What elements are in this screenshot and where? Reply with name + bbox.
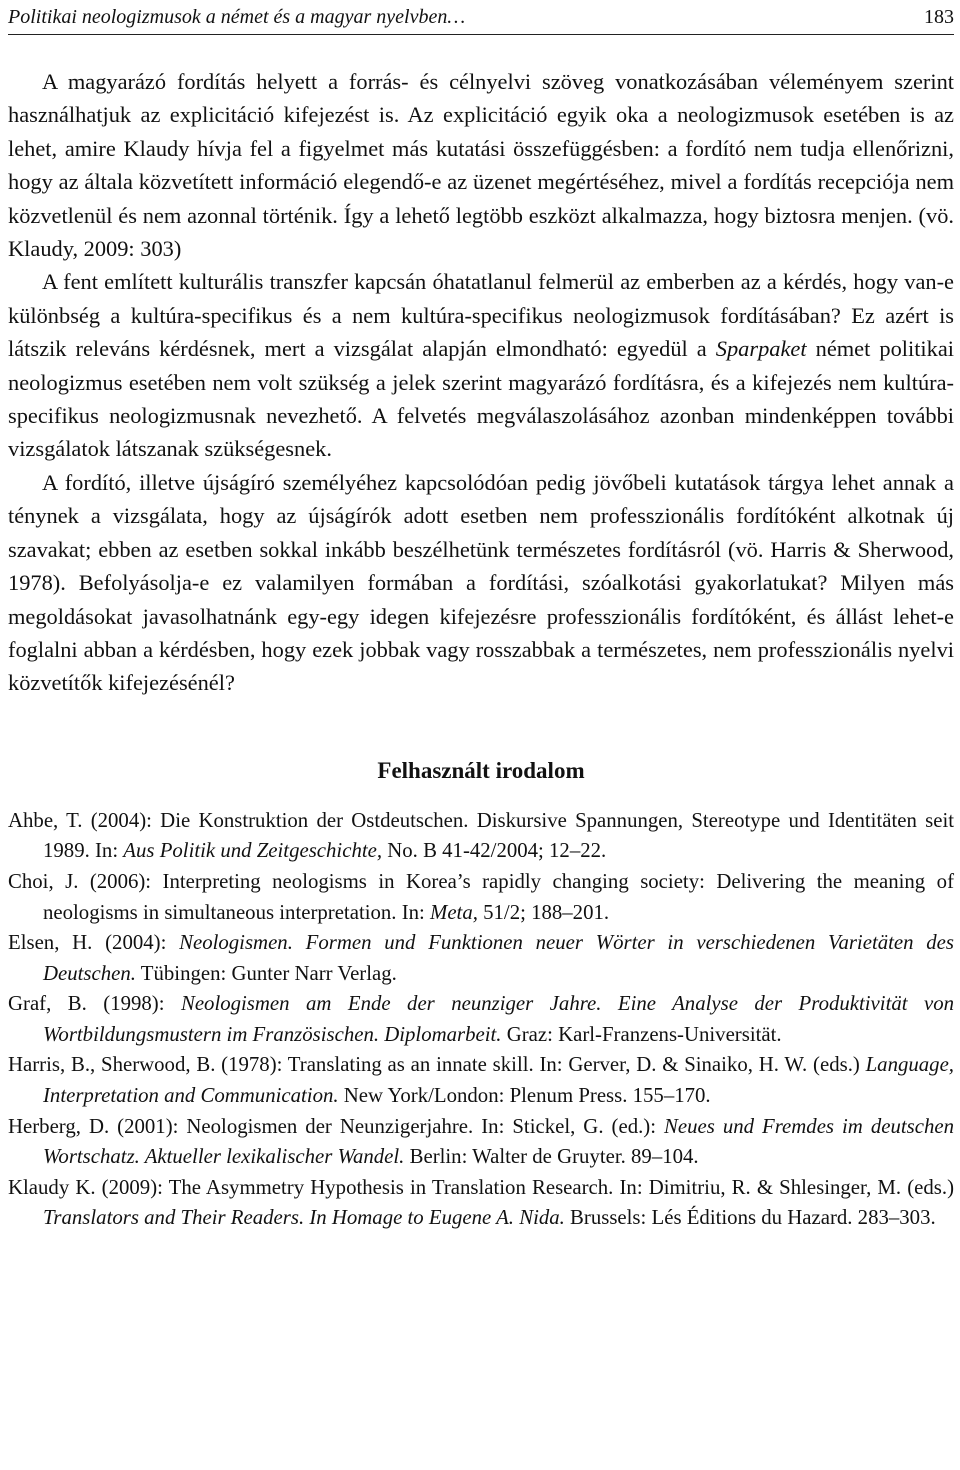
reference-klaudy	[8, 1173, 954, 1234]
ref-text: Harris, B., Sherwood, B. (1978): Translating as an innate skill. In: Gerver, D. & Sinaiko, H. W. (eds.)	[8, 1053, 866, 1077]
ref-text: Elsen, H. (2004):	[8, 931, 180, 955]
term-sparpaket: Sparpaket	[715, 336, 807, 362]
paragraph-cultural-transfer	[8, 265, 954, 465]
ref-text: No. B 41-42/2004; 12–22.	[382, 839, 607, 863]
body-text	[8, 65, 954, 700]
ref-text: Tübingen: Gunter Narr Verlag.	[135, 961, 397, 985]
ref-text: Brussels: Lés Éditions du Hazard. 283–303.	[564, 1206, 936, 1230]
ref-text: Graz: Karl-Franzens-Universität.	[501, 1022, 782, 1046]
reference-choi	[8, 867, 954, 928]
ref-source: Aus Politik und Zeitgeschichte,	[123, 839, 383, 863]
reference-graf	[8, 989, 954, 1050]
ref-text: New York/London: Plenum Press. 155–170.	[338, 1084, 711, 1108]
paragraph-explicitation: A magyarázó fordítás helyett a forrás- és célnyelvi szöveg vonatkozásában véleményem szerint használhatjuk az explicitáció kifejezést is. Az explicitáció egyik oka a neologizmusok esetében is az lehet, amire Klaudy hívja fel a figyelmet más kutatási összefüggésben: a fordító nem tudja ellenőrizni, hogy az általa közvetített információ elegendő-e az üzenet megértéséhez, mivel a fordítás recepciója nem közvetlenül és nem azonnal történik. Így a lehető legtöbb eszközt alkalmazza, hogy biztosra menjen. (vö. Klaudy, 2009: 303)	[8, 69, 954, 262]
ref-text: Berlin: Walter de Gruyter. 89–104.	[404, 1145, 699, 1169]
references-heading: Felhasznált irodalom	[377, 757, 585, 783]
running-title: Politikai neologizmusok a német és a magyar nyelvben…	[8, 6, 466, 28]
reference-list	[8, 806, 954, 1234]
ref-text: 51/2; 188–201.	[477, 900, 610, 924]
reference-herberg	[8, 1112, 954, 1173]
reference-ahbe	[8, 806, 954, 867]
ref-source: Language, Interpretation and Communication.	[43, 1053, 954, 1108]
page-number: 183	[924, 6, 954, 28]
running-header	[8, 0, 954, 35]
paragraph-future-research: A fordító, illetve újságíró személyéhez kapcsolódóan pedig jövőbeli kutatások tárgya lehet annak a ténynek a vizsgálata, hogy az újságírók adott esetben nem professzionális fordítóként alkotnak új szavakat; ebben az esetben sokkal inkább beszélhetünk természetes fordításról (vö. Harris & Sherwood, 1978). Befolyásolja-e ez valamilyen formában a fordítási, szóalkotási gyakorlatukat? Milyen más megoldásokat javasolhatnánk egy-egy idegen kifejezésre professzionális fordítóként, és állást lehet-e foglalni abban a kérdésben, hogy ezek jobbak vagy rosszabbak a természetes, nem professzionális nyelvi közvetítők kifejezésénél?	[8, 469, 954, 696]
paragraph-text: német politikai neologizmus esetében nem volt szükség a jelek szerint magyarázó fordításra, és a kifejezés nem kultúra-specifikus neologizmusnak nevezhető. A felvetés megválaszolásához azonban mindenképpen további vizsgálatok látszanak szükségesnek.	[8, 336, 954, 462]
ref-source: Neologismen am Ende der neunziger Jahre. Eine Analyse der Produktivität von Wortbildungsmustern im Französischen. Diplomarbeit.	[43, 992, 954, 1046]
ref-text: Choi, J. (2006): Interpreting neologisms in Korea’s rapidly changing society: Delivering the meaning of neologisms in simultaneous interpretation. In:	[8, 869, 954, 924]
paragraph-text: A fent említett kulturális transzfer kapcsán óhatatlanul felmerül az emberben az a kérdés, hogy van-e különbség a kultúra-specifikus és a nem kultúra-specifikus neologizmusok fordításában? Ez azért is látszik releváns kérdésnek, mert a vizsgálat alapján elmondható: egyedül a	[8, 269, 954, 362]
ref-source: Neologismen. Formen und Funktionen neuer Wörter in verschiedenen Varietäten des Deutschen.	[43, 931, 954, 985]
reference-elsen	[8, 928, 954, 989]
ref-source: Neues und Fremdes im deutschen Wortschatz. Aktueller lexikalischer Wandel.	[43, 1114, 954, 1169]
ref-source: Meta,	[430, 900, 478, 924]
ref-text: Klaudy K. (2009): The Asymmetry Hypothesis in Translation Research. In: Dimitriu, R. & Shlesinger, M. (eds.)	[8, 1175, 954, 1199]
ref-text: Ahbe, T. (2004): Die Konstruktion der Ostdeutschen. Diskursive Spannungen, Stereotype und Identitäten seit 1989. In:	[8, 808, 954, 863]
ref-text: Graf, B. (1998):	[8, 992, 181, 1016]
ref-source: Translators and Their Readers. In Homage to Eugene A. Nida.	[43, 1206, 565, 1230]
ref-text: Herberg, D. (2001): Neologismen der Neunzigerjahre. In: Stickel, G. (ed.):	[8, 1114, 664, 1138]
reference-harris	[8, 1050, 954, 1111]
